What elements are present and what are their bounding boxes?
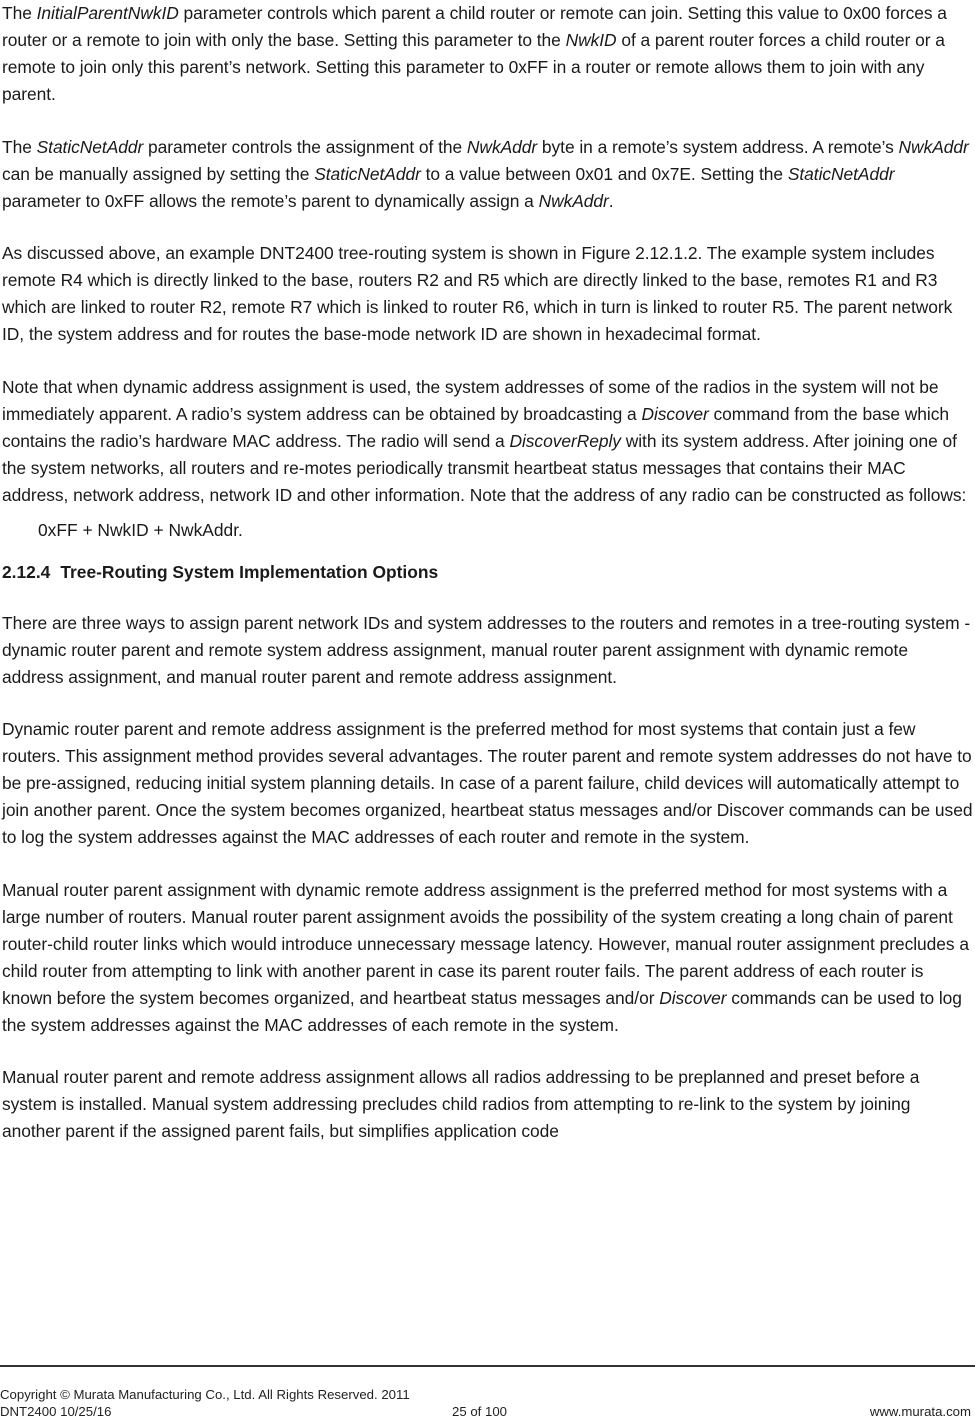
- footer-doc-id: DNT2400 10/25/16: [0, 1404, 112, 1419]
- footer-divider: [0, 1365, 975, 1367]
- paragraph-example-system: As discussed above, an example DNT2400 tree-routing system is shown in Figure 2.12.1.2. The example system includes remote R4 which is directly linked to the base, routers R2 and R5 which are directly linked to the base, remotes R1 and R3 which are linked to router R2, remote R7 which is linked to router R6, which in turn is linked to router R5. The parent network ID, the system address and for routes the base-mode network ID are shown in hexadecimal format.: [2, 243, 953, 344]
- paragraph-initial-parent-nwkid: The InitialParentNwkID parameter controls which parent a child router or remote can join. Setting this value to 0x00 forces a router or a remote to join with only the base. Setting this parameter to the NwkID of a parent router forces a child router or a remote to join only this parent’s network. Setting this parameter to 0xFF in a router or remote allows them to join with any parent.: [2, 3, 947, 104]
- paragraph-static-net-addr: The StaticNetAddr parameter controls the assignment of the NwkAddr byte in a remote’s system address. A remote’s NwkAddr can be manually assigned by setting the StaticNetAddr to a value between 0x01 and 0x7E. Setting the StaticNetAddr parameter to 0xFF allows the remote’s parent to dynamically assign a NwkAddr.: [2, 136, 969, 211]
- footer-page-number: 25 of 100: [452, 1404, 507, 1419]
- page-footer: [0, 1386, 975, 1420]
- footer-info-row: [0, 1403, 975, 1420]
- address-formula: 0xFF + NwkID + NwkAddr.: [38, 519, 243, 540]
- document-body: [2, 0, 973, 1171]
- paragraph-dynamic-assignment: Dynamic router parent and remote address assignment is the preferred method for most systems that contain just a few routers. This assignment method provides several advantages. The router parent and remote system addresses do not have to be pre-assigned, reducing initial system planning details. In case of a parent failure, child devices will automatically attempt to join another parent. Once the system becomes organized, heartbeat status messages and/or Discover commands can be used to log the system addresses against the MAC addresses of each router and remote in the system.: [2, 719, 973, 847]
- paragraph-manual-full-assignment: Manual router parent and remote address assignment allows all radios addressing to be preplanned and preset before a system is installed. Manual system addressing precludes child radios from attempting to re-link to the system by joining another parent if the assigned parent fails, but simplifies application code: [2, 1067, 920, 1141]
- section-title: Tree-Routing System Implementation Options: [60, 561, 439, 582]
- paragraph-three-ways: There are three ways to assign parent network IDs and system addresses to the routers and remotes in a tree-routing system - dynamic router parent and remote system address assignment, manual router parent assignment with dynamic remote address assignment, and manual router parent and remote address assignment.: [2, 612, 971, 687]
- section-heading: [2, 559, 973, 586]
- footer-website-link[interactable]: www.murata.com: [869, 1404, 971, 1419]
- section-number: 2.12.4: [2, 561, 51, 582]
- footer-copyright: Copyright © Murata Manufacturing Co., Ltd. All Rights Reserved. 2011: [0, 1387, 410, 1402]
- paragraph-dynamic-address-note: Note that when dynamic address assignment is used, the system addresses of some of the radios in the system will not be immediately apparent. A radio’s system address can be obtained by broadcasting a Discover command from the base which contains the radio’s hardware MAC address. The radio will send a DiscoverReply with its system address. After joining one of the system networks, all routers and re-motes periodically transmit heartbeat status messages that contains their MAC address, network address, network ID and other information. Note that the address of any radio can be constructed as follows:: [2, 376, 967, 505]
- paragraph-manual-router-parent: Manual router parent assignment with dynamic remote address assignment is the preferred method for most systems with a large number of routers. Manual router parent assignment avoids the possibility of the system creating a long chain of parent router-child router links which would introduce unnecessary message latency. However, manual router assignment precludes a child router from attempting to link with another parent in case its parent router fails. The parent address of each router is known before the system becomes organized, and heartbeat status messages and/or Discover commands can be used to log the system addresses against the MAC addresses of each remote in the system.: [2, 879, 969, 1035]
